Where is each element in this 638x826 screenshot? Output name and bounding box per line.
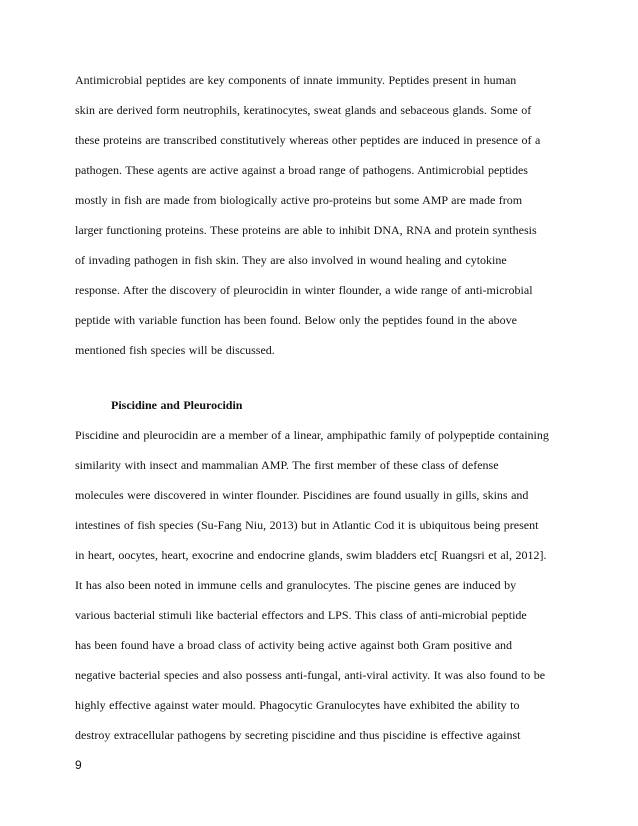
paragraph-2-line: destroy extracellular pathogens by secreting piscidine and thus piscidine is effective against (75, 728, 521, 742)
paragraph-2-line: has been found have a broad class of activity being active against both Gram positive and (75, 638, 513, 652)
paragraph-1-line: Antimicrobial peptides are key components of innate immunity. Peptides present in human (75, 73, 517, 87)
paragraph-2-line: negative bacterial species and also possess anti-fungal, anti-viral activity. It was also found to be (75, 668, 546, 682)
paragraph-2-line: various bacterial stimuli like bacterial effectors and LPS. This class of anti-microbial peptide (75, 608, 527, 622)
paragraph-2-line: intestines of fish species (Su-Fang Niu, 2013) but in Atlantic Cod it is ubiquitous being present (75, 518, 539, 532)
page-number: 9 (75, 758, 82, 772)
paragraph-2-line: It has also been noted in immune cells and granulocytes. The piscine genes are induced by (75, 578, 517, 592)
paragraph-1-line: larger functioning proteins. These proteins are able to inhibit DNA, RNA and protein synthesis (75, 223, 537, 237)
paragraph-1-line: mentioned fish species will be discussed. (75, 343, 275, 357)
paragraph-2-line: in heart, oocytes, heart, exocrine and endocrine glands, swim bladders etc[ Ruangsri et al, 2012]. (75, 548, 547, 562)
section-heading: Piscidine and Pleurocidin (111, 398, 243, 412)
paragraph-1-line: skin are derived form neutrophils, keratinocytes, sweat glands and sebaceous glands. Some of (75, 103, 532, 117)
paragraph-2-line: molecules were discovered in winter flounder. Piscidines are found usually in gills, skins and (75, 488, 529, 502)
paragraph-1-line: these proteins are transcribed constitutively whereas other peptides are induced in presence of a (75, 133, 541, 147)
paragraph-1-line: response. After the discovery of pleurocidin in winter flounder, a wide range of anti-microbial (75, 283, 533, 297)
paragraph-1-line: mostly in fish are made from biologically active pro-proteins but some AMP are made from (75, 193, 523, 207)
paragraph-2-line: similarity with insect and mammalian AMP. The first member of these class of defense (75, 458, 499, 472)
paragraph-1-line: peptide with variable function has been found. Below only the peptides found in the above (75, 313, 517, 327)
paragraph-2-line: Piscidine and pleurocidin are a member of a linear, amphipathic family of polypeptide containing (75, 428, 549, 442)
paragraph-1-line: pathogen. These agents are active against a broad range of pathogens. Antimicrobial peptides (75, 163, 528, 177)
paragraph-2-line: highly effective against water mould. Phagocytic Granulocytes have exhibited the ability to (75, 698, 520, 712)
paragraph-1-line: of invading pathogen in fish skin. They are also involved in wound healing and cytokine (75, 253, 507, 267)
